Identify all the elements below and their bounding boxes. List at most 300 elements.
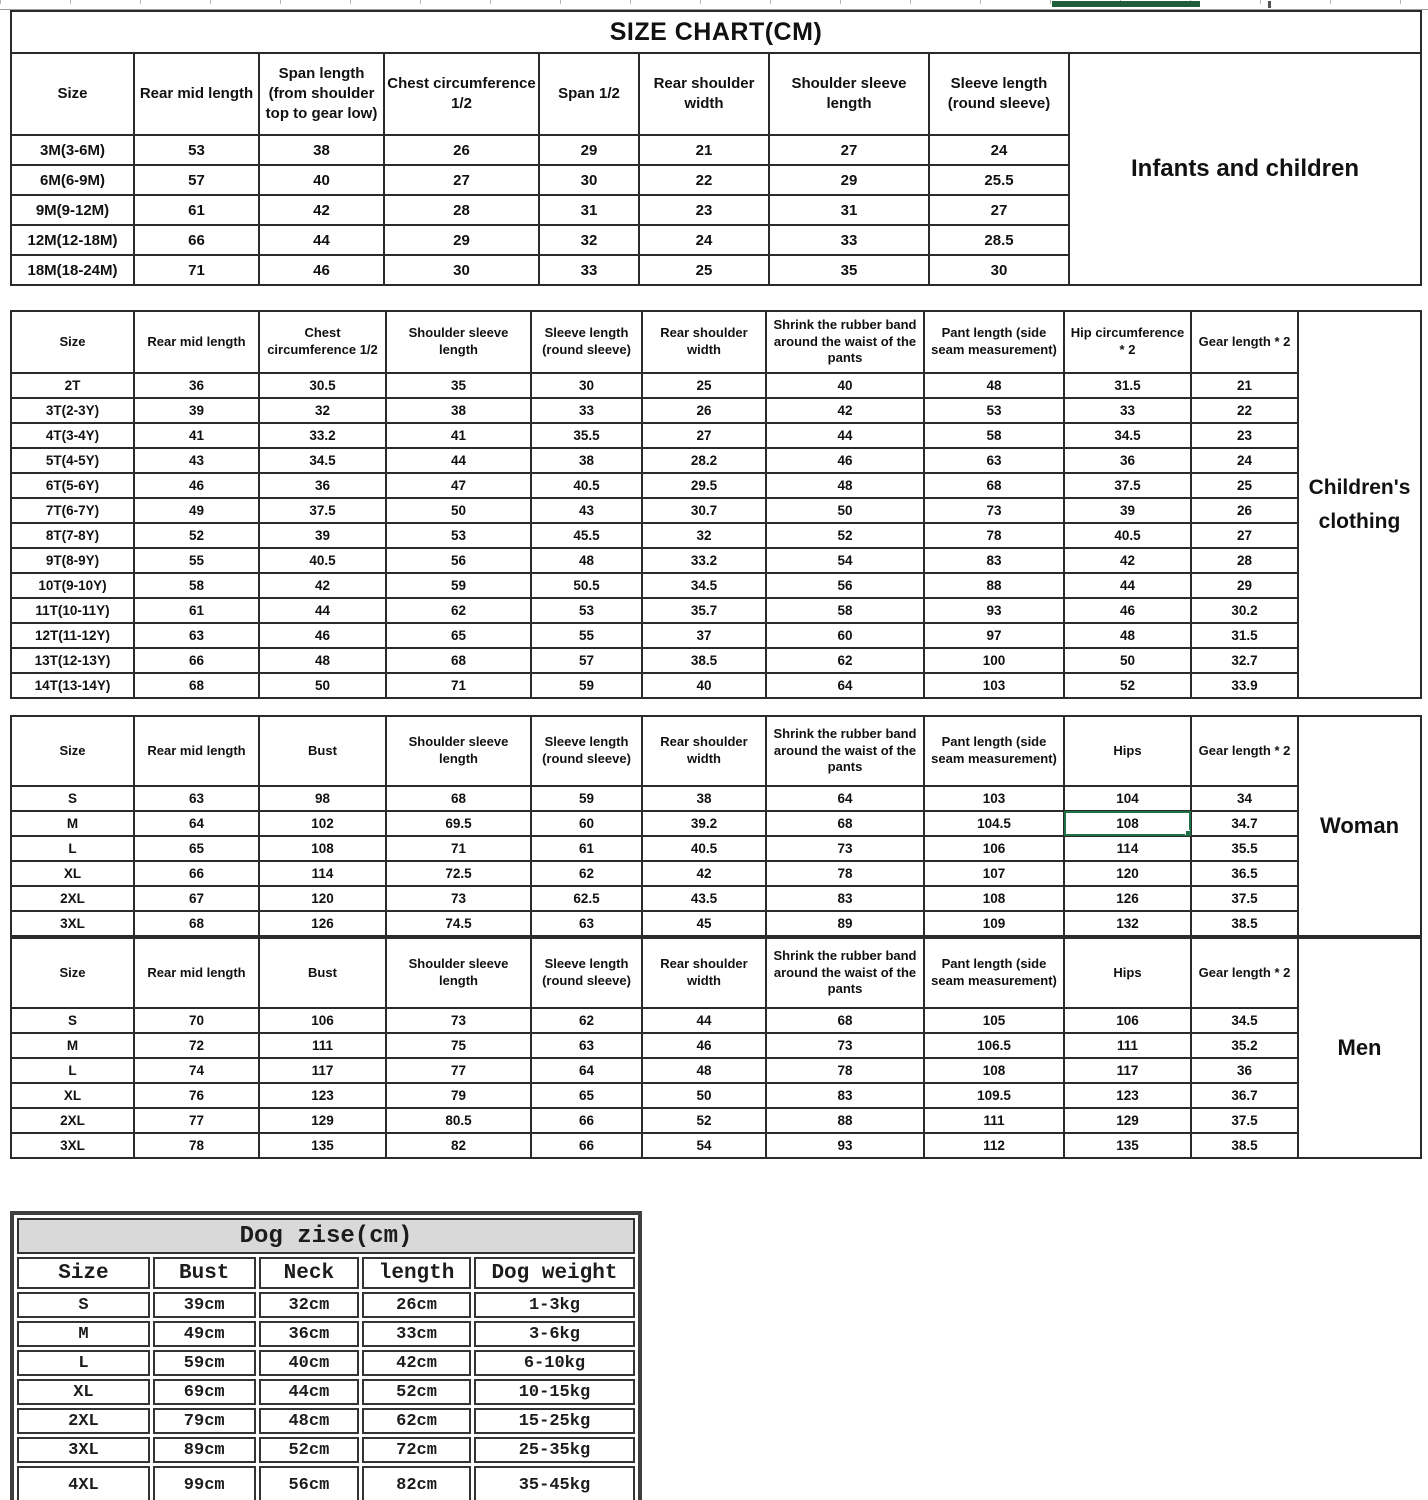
value-cell: 62 <box>531 861 642 886</box>
value-cell: 36 <box>1064 448 1191 473</box>
value-cell: 52cm <box>259 1437 360 1463</box>
value-cell: 129 <box>259 1108 386 1133</box>
value-cell: 40.5 <box>1064 523 1191 548</box>
value-cell: 29 <box>1191 573 1298 598</box>
header-cell: Hips <box>1064 716 1191 786</box>
size-cell: 8T(7-8Y) <box>11 523 134 548</box>
value-cell: 61 <box>134 598 259 623</box>
green-cell-border-artifact <box>1052 1 1200 7</box>
value-cell: 49 <box>134 498 259 523</box>
header-cell: Sleeve length (round sleeve) <box>531 938 642 1008</box>
header-cell: Sleeve length (round sleeve) <box>531 311 642 373</box>
size-cell: L <box>17 1350 150 1376</box>
value-cell: 93 <box>924 598 1064 623</box>
size-cell: 5T(4-5Y) <box>11 448 134 473</box>
value-cell: 24 <box>639 225 769 255</box>
value-cell: 25 <box>642 373 766 398</box>
value-cell: 62 <box>766 648 924 673</box>
value-cell: 36 <box>259 473 386 498</box>
value-cell: 47 <box>386 473 531 498</box>
value-cell: 57 <box>531 648 642 673</box>
size-cell: 9T(8-9Y) <box>11 548 134 573</box>
value-cell: 39.2 <box>642 811 766 836</box>
value-cell: 38 <box>642 786 766 811</box>
header-cell: Hip circumference * 2 <box>1064 311 1191 373</box>
value-cell: 97 <box>924 623 1064 648</box>
header-cell: Sleeve length (round sleeve) <box>531 716 642 786</box>
size-cell: M <box>17 1321 150 1347</box>
value-cell: 99cm <box>153 1466 256 1500</box>
woman-size-table <box>10 715 1422 937</box>
value-cell: 53 <box>924 398 1064 423</box>
value-cell: 28.5 <box>929 225 1069 255</box>
value-cell: 38.5 <box>1191 1133 1298 1158</box>
value-cell: 34.5 <box>1064 423 1191 448</box>
value-cell: 43 <box>134 448 259 473</box>
size-cell: 11T(10-11Y) <box>11 598 134 623</box>
value-cell: 40cm <box>259 1350 360 1376</box>
value-cell: 88 <box>924 573 1064 598</box>
value-cell: 36.5 <box>1191 861 1298 886</box>
value-cell: 70 <box>134 1008 259 1033</box>
value-cell: 36 <box>1191 1058 1298 1083</box>
value-cell: 27 <box>642 423 766 448</box>
value-cell: 23 <box>1191 423 1298 448</box>
header-cell: Pant length (side seam measurement) <box>924 311 1064 373</box>
value-cell: 103 <box>924 673 1064 698</box>
value-cell: 48 <box>924 373 1064 398</box>
value-cell: 76 <box>134 1083 259 1108</box>
value-cell: 36.7 <box>1191 1083 1298 1108</box>
value-cell: 40.5 <box>531 473 642 498</box>
header-cell: Hips <box>1064 938 1191 1008</box>
value-cell: 64 <box>766 673 924 698</box>
value-cell: 21 <box>1191 373 1298 398</box>
value-cell: 21 <box>639 135 769 165</box>
value-cell: 53 <box>531 598 642 623</box>
header-cell: Neck <box>259 1257 360 1289</box>
value-cell: 52cm <box>362 1379 471 1405</box>
value-cell: 52 <box>642 1108 766 1133</box>
value-cell: 58 <box>134 573 259 598</box>
value-cell: 61 <box>134 195 259 225</box>
size-cell: S <box>17 1292 150 1318</box>
table-title: SIZE CHART(CM) <box>11 11 1421 53</box>
value-cell: 22 <box>639 165 769 195</box>
value-cell: 33 <box>1064 398 1191 423</box>
value-cell: 123 <box>1064 1083 1191 1108</box>
header-cell: Bust <box>259 938 386 1008</box>
value-cell: 37.5 <box>1064 473 1191 498</box>
value-cell: 80.5 <box>386 1108 531 1133</box>
value-cell: 43.5 <box>642 886 766 911</box>
header-cell: Shoulder sleeve length <box>386 938 531 1008</box>
value-cell: 100 <box>924 648 1064 673</box>
value-cell: 35-45kg <box>474 1466 635 1500</box>
value-cell: 46 <box>766 448 924 473</box>
value-cell: 38.5 <box>642 648 766 673</box>
value-cell: 83 <box>924 548 1064 573</box>
value-cell: 117 <box>259 1058 386 1083</box>
size-cell: 4XL <box>17 1466 150 1500</box>
value-cell: 32 <box>259 398 386 423</box>
value-cell: 66 <box>134 225 259 255</box>
value-cell: 123 <box>259 1083 386 1108</box>
value-cell: 40.5 <box>259 548 386 573</box>
value-cell: 34.5 <box>259 448 386 473</box>
value-cell: 50 <box>1064 648 1191 673</box>
value-cell: 89cm <box>153 1437 256 1463</box>
value-cell: 64 <box>531 1058 642 1083</box>
value-cell: 106 <box>924 836 1064 861</box>
value-cell: 30.2 <box>1191 598 1298 623</box>
value-cell: 33.2 <box>642 548 766 573</box>
value-cell: 112 <box>924 1133 1064 1158</box>
value-cell: 50.5 <box>531 573 642 598</box>
value-cell: 29 <box>384 225 539 255</box>
value-cell: 33.2 <box>259 423 386 448</box>
value-cell: 46 <box>1064 598 1191 623</box>
value-cell: 83 <box>766 1083 924 1108</box>
value-cell: 78 <box>134 1133 259 1158</box>
value-cell: 109 <box>924 911 1064 936</box>
size-cell: 10T(9-10Y) <box>11 573 134 598</box>
value-cell: 39cm <box>153 1292 256 1318</box>
value-cell: 39 <box>134 398 259 423</box>
value-cell: 62 <box>531 1008 642 1033</box>
value-cell: 28 <box>1191 548 1298 573</box>
value-cell: 30 <box>531 373 642 398</box>
size-cell: XL <box>11 861 134 886</box>
value-cell: 26 <box>642 398 766 423</box>
value-cell: 25 <box>1191 473 1298 498</box>
value-cell: 34.5 <box>642 573 766 598</box>
header-cell: Shoulder sleeve length <box>386 311 531 373</box>
size-cell: 2XL <box>11 886 134 911</box>
value-cell: 68 <box>766 1008 924 1033</box>
value-cell: 107 <box>924 861 1064 886</box>
header-cell: Span 1/2 <box>539 53 639 135</box>
value-cell: 40 <box>766 373 924 398</box>
value-cell: 38 <box>386 398 531 423</box>
value-cell: 66 <box>531 1108 642 1133</box>
header-cell: Shrink the rubber band around the waist of the pants <box>766 938 924 1008</box>
size-cell: 3XL <box>17 1437 150 1463</box>
value-cell: 45.5 <box>531 523 642 548</box>
value-cell: 111 <box>924 1108 1064 1133</box>
value-cell: 89 <box>766 911 924 936</box>
value-cell: 44 <box>259 225 384 255</box>
size-cell: 13T(12-13Y) <box>11 648 134 673</box>
value-cell: 63 <box>134 786 259 811</box>
value-cell: 108 <box>259 836 386 861</box>
header-cell: Chest circumference 1/2 <box>384 53 539 135</box>
value-cell: 31 <box>769 195 929 225</box>
value-cell: 104.5 <box>924 811 1064 836</box>
value-cell: 46 <box>259 623 386 648</box>
side-label: Children's clothing <box>1298 311 1421 698</box>
value-cell: 48 <box>531 548 642 573</box>
value-cell: 52 <box>766 523 924 548</box>
header-cell: Size <box>11 311 134 373</box>
value-cell: 59 <box>531 786 642 811</box>
value-cell: 120 <box>1064 861 1191 886</box>
value-cell: 40 <box>642 673 766 698</box>
value-cell: 10-15kg <box>474 1379 635 1405</box>
childrens-clothing-size-table <box>10 310 1422 699</box>
value-cell: 30 <box>539 165 639 195</box>
value-cell: 77 <box>386 1058 531 1083</box>
value-cell: 48 <box>1064 623 1191 648</box>
value-cell: 31.5 <box>1064 373 1191 398</box>
value-cell: 41 <box>386 423 531 448</box>
value-cell: 44 <box>259 598 386 623</box>
header-cell: Bust <box>259 716 386 786</box>
value-cell: 33 <box>769 225 929 255</box>
value-cell: 126 <box>1064 886 1191 911</box>
side-label: Infants and children <box>1069 53 1421 285</box>
value-cell: 38.5 <box>1191 911 1298 936</box>
value-cell: 6-10kg <box>474 1350 635 1376</box>
value-cell: 62 <box>386 598 531 623</box>
value-cell: 27 <box>769 135 929 165</box>
value-cell: 68 <box>924 473 1064 498</box>
value-cell: 63 <box>531 1033 642 1058</box>
size-cell: 6T(5-6Y) <box>11 473 134 498</box>
value-cell: 42 <box>642 861 766 886</box>
value-cell: 42 <box>766 398 924 423</box>
value-cell: 30.5 <box>259 373 386 398</box>
value-cell: 63 <box>924 448 1064 473</box>
value-cell: 53 <box>134 135 259 165</box>
value-cell: 26cm <box>362 1292 471 1318</box>
size-cell: S <box>11 1008 134 1033</box>
value-cell: 49cm <box>153 1321 256 1347</box>
header-cell: Size <box>11 938 134 1008</box>
value-cell: 38 <box>531 448 642 473</box>
value-cell: 73 <box>386 1008 531 1033</box>
value-cell: 106.5 <box>924 1033 1064 1058</box>
header-cell: Gear length * 2 <box>1191 716 1298 786</box>
value-cell: 50 <box>642 1083 766 1108</box>
value-cell: 106 <box>259 1008 386 1033</box>
value-cell: 30 <box>929 255 1069 285</box>
value-cell: 36 <box>134 373 259 398</box>
size-cell: 9M(9-12M) <box>11 195 134 225</box>
header-cell: Dog weight <box>474 1257 635 1289</box>
selected-cell: 108 <box>1064 811 1191 836</box>
size-cell: 6M(6-9M) <box>11 165 134 195</box>
value-cell: 74.5 <box>386 911 531 936</box>
value-cell: 72cm <box>362 1437 471 1463</box>
value-cell: 29.5 <box>642 473 766 498</box>
value-cell: 1-3kg <box>474 1292 635 1318</box>
value-cell: 68 <box>134 673 259 698</box>
value-cell: 35 <box>769 255 929 285</box>
value-cell: 79cm <box>153 1408 256 1434</box>
value-cell: 40.5 <box>642 836 766 861</box>
header-cell: Rear shoulder width <box>642 938 766 1008</box>
header-cell: Size <box>17 1257 150 1289</box>
value-cell: 69cm <box>153 1379 256 1405</box>
dog-size-table <box>10 1211 642 1500</box>
header-cell: Rear mid length <box>134 716 259 786</box>
header-cell: Chest circumference 1/2 <box>259 311 386 373</box>
value-cell: 126 <box>259 911 386 936</box>
size-cell: 2XL <box>17 1408 150 1434</box>
value-cell: 78 <box>924 523 1064 548</box>
value-cell: 135 <box>1064 1133 1191 1158</box>
header-cell: Gear length * 2 <box>1191 311 1298 373</box>
value-cell: 39 <box>1064 498 1191 523</box>
value-cell: 45 <box>642 911 766 936</box>
value-cell: 42cm <box>362 1350 471 1376</box>
value-cell: 65 <box>134 836 259 861</box>
value-cell: 73 <box>386 886 531 911</box>
value-cell: 72 <box>134 1033 259 1058</box>
value-cell: 50 <box>766 498 924 523</box>
value-cell: 30 <box>384 255 539 285</box>
value-cell: 111 <box>259 1033 386 1058</box>
value-cell: 29 <box>539 135 639 165</box>
header-cell: Gear length * 2 <box>1191 938 1298 1008</box>
value-cell: 58 <box>924 423 1064 448</box>
value-cell: 73 <box>766 1033 924 1058</box>
header-cell: Rear shoulder width <box>639 53 769 135</box>
size-cell: 18M(18-24M) <box>11 255 134 285</box>
value-cell: 35.5 <box>531 423 642 448</box>
value-cell: 40 <box>259 165 384 195</box>
value-cell: 24 <box>929 135 1069 165</box>
value-cell: 48 <box>259 648 386 673</box>
value-cell: 54 <box>642 1133 766 1158</box>
value-cell: 66 <box>134 648 259 673</box>
header-cell: Sleeve length (round sleeve) <box>929 53 1069 135</box>
value-cell: 33 <box>531 398 642 423</box>
value-cell: 48 <box>642 1058 766 1083</box>
size-cell: 4T(3-4Y) <box>11 423 134 448</box>
value-cell: 48 <box>766 473 924 498</box>
value-cell: 42 <box>259 573 386 598</box>
value-cell: 111 <box>1064 1033 1191 1058</box>
size-cell: 3XL <box>11 1133 134 1158</box>
header-cell: Size <box>11 716 134 786</box>
value-cell: 36cm <box>259 1321 360 1347</box>
value-cell: 50 <box>259 673 386 698</box>
value-cell: 32.7 <box>1191 648 1298 673</box>
gridline-tick <box>1268 1 1271 8</box>
value-cell: 106 <box>1064 1008 1191 1033</box>
value-cell: 29 <box>769 165 929 195</box>
value-cell: 54 <box>766 548 924 573</box>
value-cell: 129 <box>1064 1108 1191 1133</box>
value-cell: 3-6kg <box>474 1321 635 1347</box>
size-cell: 7T(6-7Y) <box>11 498 134 523</box>
value-cell: 32cm <box>259 1292 360 1318</box>
value-cell: 48cm <box>259 1408 360 1434</box>
value-cell: 38 <box>259 135 384 165</box>
header-cell: Rear shoulder width <box>642 311 766 373</box>
value-cell: 66 <box>531 1133 642 1158</box>
value-cell: 42 <box>259 195 384 225</box>
size-cell: XL <box>17 1379 150 1405</box>
value-cell: 78 <box>766 861 924 886</box>
size-cell: 3XL <box>11 911 134 936</box>
value-cell: 67 <box>134 886 259 911</box>
value-cell: 55 <box>134 548 259 573</box>
size-cell: 12M(12-18M) <box>11 225 134 255</box>
value-cell: 53 <box>386 523 531 548</box>
value-cell: 22 <box>1191 398 1298 423</box>
value-cell: 63 <box>134 623 259 648</box>
value-cell: 71 <box>386 673 531 698</box>
value-cell: 44 <box>766 423 924 448</box>
value-cell: 78 <box>766 1058 924 1083</box>
value-cell: 27 <box>929 195 1069 225</box>
value-cell: 32 <box>642 523 766 548</box>
value-cell: 108 <box>924 886 1064 911</box>
value-cell: 59 <box>386 573 531 598</box>
size-cell: 14T(13-14Y) <box>11 673 134 698</box>
value-cell: 68 <box>766 811 924 836</box>
value-cell: 25-35kg <box>474 1437 635 1463</box>
value-cell: 79 <box>386 1083 531 1108</box>
spreadsheet-gridline-artifact <box>0 0 1428 10</box>
value-cell: 56 <box>386 548 531 573</box>
value-cell: 37 <box>642 623 766 648</box>
value-cell: 103 <box>924 786 1064 811</box>
value-cell: 28 <box>384 195 539 225</box>
value-cell: 52 <box>1064 673 1191 698</box>
value-cell: 34 <box>1191 786 1298 811</box>
size-cell: L <box>11 836 134 861</box>
value-cell: 56cm <box>259 1466 360 1500</box>
value-cell: 46 <box>642 1033 766 1058</box>
header-cell: Size <box>11 53 134 135</box>
value-cell: 23 <box>639 195 769 225</box>
value-cell: 65 <box>386 623 531 648</box>
value-cell: 30.7 <box>642 498 766 523</box>
side-label: Woman <box>1298 716 1421 936</box>
infants-children-size-table <box>10 10 1422 286</box>
header-cell: length <box>362 1257 471 1289</box>
value-cell: 31 <box>539 195 639 225</box>
header-cell: Bust <box>153 1257 256 1289</box>
header-cell: Rear mid length <box>134 311 259 373</box>
value-cell: 75 <box>386 1033 531 1058</box>
value-cell: 44 <box>642 1008 766 1033</box>
value-cell: 34.5 <box>1191 1008 1298 1033</box>
value-cell: 64 <box>134 811 259 836</box>
value-cell: 35.7 <box>642 598 766 623</box>
value-cell: 117 <box>1064 1058 1191 1083</box>
value-cell: 46 <box>259 255 384 285</box>
value-cell: 44cm <box>259 1379 360 1405</box>
value-cell: 65 <box>531 1083 642 1108</box>
value-cell: 66 <box>134 861 259 886</box>
value-cell: 25.5 <box>929 165 1069 195</box>
value-cell: 59cm <box>153 1350 256 1376</box>
value-cell: 69.5 <box>386 811 531 836</box>
value-cell: 41 <box>134 423 259 448</box>
value-cell: 25 <box>639 255 769 285</box>
value-cell: 42 <box>1064 548 1191 573</box>
size-cell: 3M(3-6M) <box>11 135 134 165</box>
value-cell: 83 <box>766 886 924 911</box>
value-cell: 72.5 <box>386 861 531 886</box>
value-cell: 74 <box>134 1058 259 1083</box>
value-cell: 132 <box>1064 911 1191 936</box>
